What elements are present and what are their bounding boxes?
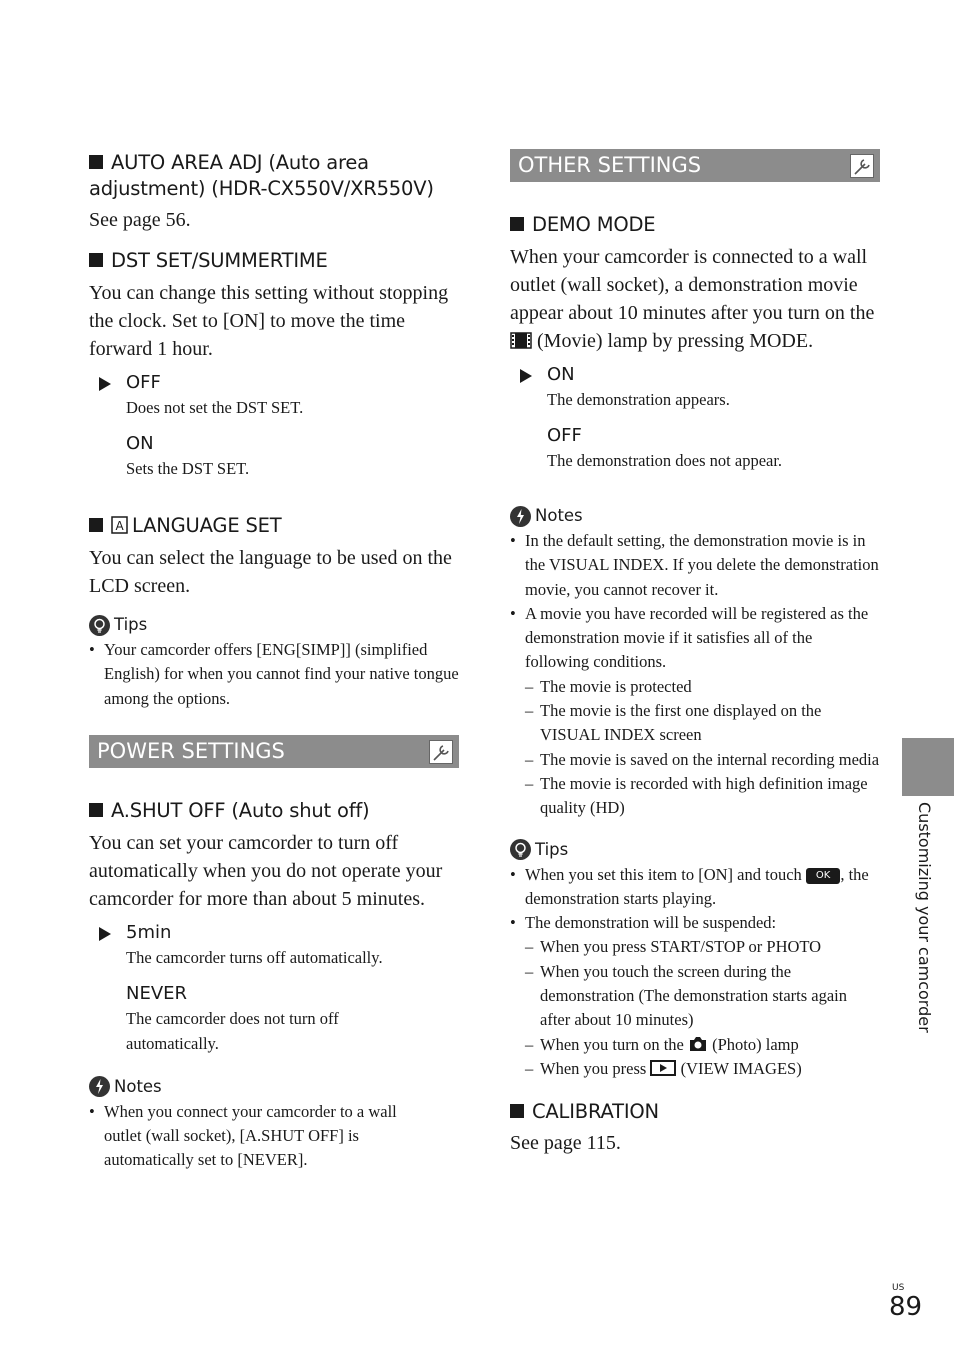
demo-text: When your camcorder is connected to a wall outlet (wall socket), a demonstration movie appear about 10 minutes after you turn on the (Movie) lamp by pressing MODE. <box>510 246 875 352</box>
page-number-value: 89 <box>889 1292 923 1322</box>
calibration-section <box>510 1099 880 1157</box>
svg-text:A: A <box>115 519 124 533</box>
auto-area-section <box>89 150 459 234</box>
lightbulb-icon <box>89 615 110 636</box>
list-item: – When you touch the screen during the demonstration (The demonstration starts again after about 10 minutes) <box>510 960 880 1033</box>
conditions-list <box>510 675 880 821</box>
dst-section <box>89 248 459 481</box>
section-square-icon <box>89 155 103 169</box>
section-square-icon <box>89 518 103 532</box>
tips-heading: Tips <box>89 614 459 636</box>
demo-heading: DEMO MODE <box>510 212 880 238</box>
default-marker-icon <box>520 369 532 383</box>
section-square-icon <box>89 803 103 817</box>
side-tab <box>902 738 954 796</box>
side-label: Customizing your camcorder <box>915 802 934 1033</box>
other-settings-band: OTHER SETTINGS <box>510 149 880 182</box>
section-square-icon <box>510 1104 524 1118</box>
tips-list <box>510 863 880 936</box>
list-item: • When you set this item to [ON] and touch OK , the demonstration starts playing. <box>510 863 880 912</box>
demo-option-off: OFF The demonstration does not appear. <box>547 425 783 470</box>
suspend-list <box>510 935 880 1081</box>
region-label: US <box>892 1283 905 1293</box>
right-column <box>510 148 880 1157</box>
demo-option-on: ON The demonstration appears. <box>520 363 880 412</box>
default-marker-icon <box>99 927 111 941</box>
dst-option-off: OFF Does not set the DST SET. <box>99 371 459 420</box>
notes-heading: Notes <box>89 1076 459 1098</box>
tips-heading: Tips <box>510 839 880 861</box>
language-section <box>89 513 459 711</box>
demo-section <box>510 212 880 1081</box>
section-square-icon <box>89 253 103 267</box>
ok-button-icon: OK <box>806 868 840 884</box>
tips-list <box>89 638 459 711</box>
default-marker-icon <box>99 377 111 391</box>
language-icon <box>111 516 128 534</box>
notes-icon <box>89 1076 110 1097</box>
list-item: – When you press (VIEW IMAGES) <box>510 1057 880 1081</box>
ashut-option-5min: 5min The camcorder turns off automatically. <box>99 921 459 970</box>
notes-heading: Notes <box>510 505 880 527</box>
list-item: – The movie is protected <box>510 675 880 699</box>
power-settings-band: POWER SETTINGS <box>89 735 459 768</box>
dst-option-on: ON Sets the DST SET. <box>126 433 250 478</box>
calibration-heading: CALIBRATION <box>510 1099 880 1125</box>
calibration-text: See page 115. <box>510 1132 621 1155</box>
language-text: You can select the language to be used on the LCD screen. <box>89 547 452 597</box>
list-item: – The movie is recorded with high definition image quality (HD) <box>510 772 880 821</box>
ashut-text: You can set your camcorder to turn off automatically when you do not operate your camcorder for more than about 5 minutes. <box>89 831 443 910</box>
wrench-icon <box>850 154 874 178</box>
auto-area-text: See page 56. <box>89 209 191 231</box>
section-square-icon <box>510 217 524 231</box>
ashut-heading: A.SHUT OFF (Auto shut off) <box>89 798 459 824</box>
list-item: • In the default setting, the demonstration movie is in the VISUAL INDEX. If you delete the demonstration movie, you cannot recover it. <box>510 529 880 602</box>
list-item: • Your camcorder offers [ENG[SIMP]] (simplified English) for when you cannot find your native tongue among the options. <box>89 638 459 711</box>
auto-area-heading: AUTO AREA ADJ (Auto area adjustment) (HDR-CX550V/XR550V) <box>89 151 434 200</box>
page-number <box>889 1283 922 1321</box>
dst-heading: DST SET/SUMMERTIME <box>89 248 459 274</box>
list-item: • The demonstration will be suspended: <box>510 911 880 935</box>
ashut-option-never: NEVER The camcorder does not turn off automatically. <box>126 982 339 1053</box>
wrench-icon <box>429 740 453 764</box>
view-images-icon <box>650 1060 676 1076</box>
dst-text: You can change this setting without stopping the clock. Set to [ON] to move the time forward 1 hour. <box>89 282 449 360</box>
camera-icon <box>688 1036 708 1052</box>
left-column <box>89 148 459 1173</box>
list-item: • A movie you have recorded will be registered as the demonstration movie if it satisfies all of the following conditions. <box>510 602 880 675</box>
list-item: – When you press START/STOP or PHOTO <box>510 935 880 959</box>
list-item: – When you turn on the (Photo) lamp <box>510 1033 880 1057</box>
list-item: • When you connect your camcorder to a wall outlet (wall socket), [A.SHUT OFF] is automatically set to [NEVER]. <box>89 1100 429 1173</box>
lightbulb-icon <box>510 839 531 860</box>
movie-icon <box>510 332 532 349</box>
language-heading: A LANGUAGE SET <box>89 513 459 539</box>
list-item: – The movie is the first one displayed on the VISUAL INDEX screen <box>510 699 880 748</box>
list-item: – The movie is saved on the internal recording media <box>510 748 880 772</box>
notes-icon <box>510 506 531 527</box>
notes-list <box>89 1100 429 1173</box>
ashut-section <box>89 798 459 1173</box>
notes-list <box>510 529 880 675</box>
